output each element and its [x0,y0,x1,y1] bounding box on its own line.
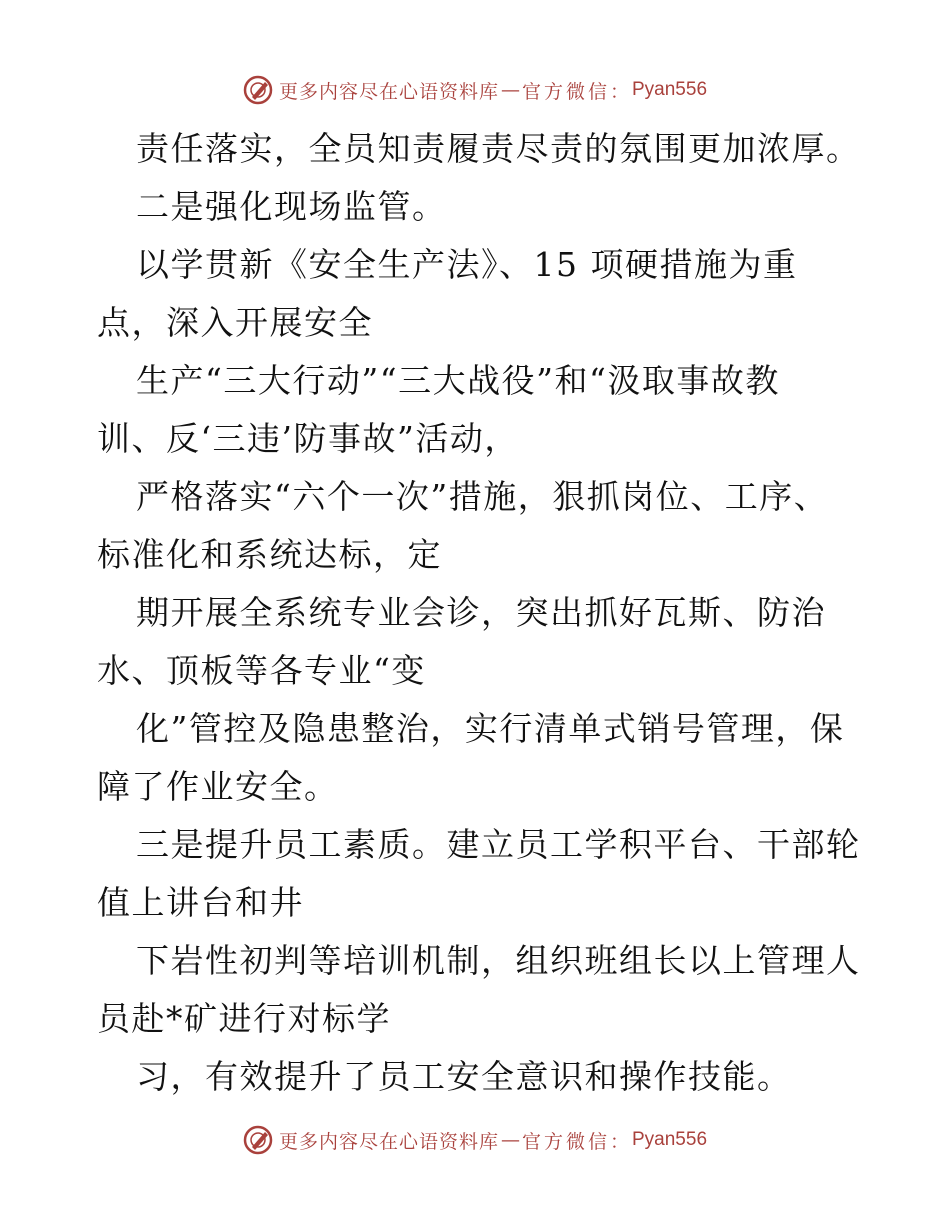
pen-logo-icon [243,1125,273,1155]
document-body [97,120,861,1106]
watermark-wechat-id: Pyan556 [632,1129,708,1150]
text-line: 训、反‘三违’防事故”活动， [97,419,519,458]
text-line: 标准化和系统达标，定 [97,535,442,574]
watermark-wechat-label: 官方微信： [521,1130,632,1153]
watermark-wechat-label: 官方微信： [521,80,632,103]
text-line: 以学贯新《安全生产法》、15 项硬措施为重 [136,245,798,284]
text-line: 化”管控及隐患整治，实行清单式销号管理，保 [136,709,845,748]
text-line: 点，深入开展安全 [97,303,373,342]
pen-logo-icon [243,75,273,105]
watermark-wechat-id: Pyan556 [632,79,708,100]
watermark-text: 更多内容尽在心语资料库 [278,80,499,103]
header-watermark [0,70,950,110]
text-line: 下岩性初判等培训机制，组织班组长以上管理人 [136,941,861,980]
text-line: 期开展全系统专业会诊，突出抓好瓦斯、防治 [136,593,826,632]
text-line: 障了作业安全。 [97,767,339,806]
footer-watermark [0,1120,950,1160]
text-line: 责任落实，全员知责履责尽责的氛围更加浓厚。 [136,129,861,168]
text-line: 员赴*矿进行对标学 [97,999,391,1038]
watermark-dash: — [500,79,520,101]
text-line: 二是强化现场监管。 [136,187,447,226]
text-line: 严格落实“六个一次”措施，狠抓岗位、工序、 [136,477,829,516]
text-line: 水、顶板等各专业“变 [97,651,426,690]
text-line: 习，有效提升了员工安全意识和操作技能。 [136,1057,792,1096]
watermark-text: 更多内容尽在心语资料库 [278,1130,499,1153]
watermark-dash: — [500,1129,520,1151]
text-line: 值上讲台和井 [97,883,304,922]
text-line: 生产“三大行动”“三大战役”和“汲取事故教 [136,361,780,400]
text-line: 三是提升员工素质。建立员工学积平台、干部轮 [136,825,861,864]
